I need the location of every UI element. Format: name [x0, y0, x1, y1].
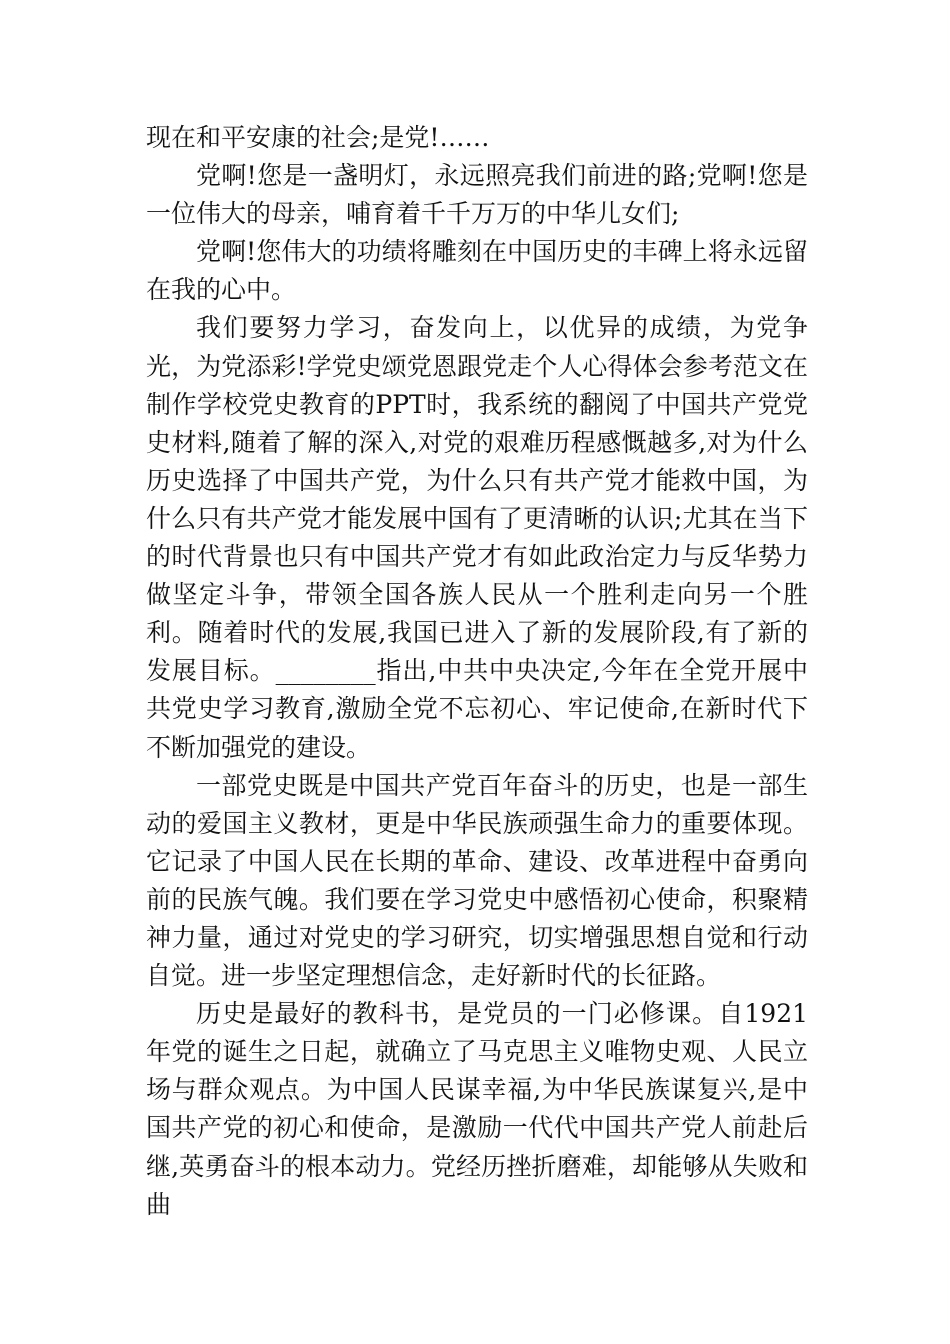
- paragraph-4: 我们要努力学习，奋发向上，以优异的成绩，为党争光，为党添彩!学党史颂党恩跟党走个人心得体会参考范文在制作学校党史教育的PPT时，我系统的翻阅了中国共产党党史材料,随着了解的深入,对党的艰难历程感慨越多,对为什么历史选择了中国共产党，为什么只有共产党才能救中国，为什么只有共产党才能发展中国有了更清晰的认识;尤其在当下的时代背景也只有中国共产党才有如此政治定力与反华势力做坚定斗争，带领全国各族人民从一个胜利走向另一个胜利。随着时代的发展,我国已进入了新的发展阶段,有了新的发展目标。________指出,中共中央决定,今年在全党开展中共党史学习教育,激励全党不忘初心、牢记使命,在新时代下不断加强党的建设。: [146, 313, 808, 762]
- document-body: [146, 119, 808, 1224]
- paragraph-3: 党啊!您伟大的功绩将雕刻在中国历史的丰碑上将永远留在我的心中。: [146, 237, 808, 305]
- paragraph-5: 一部党史既是中国共产党百年奋斗的历史，也是一部生动的爱国主义教材，更是中华民族顽强生命力的重要体现。它记录了中国人民在长期的革命、建设、改革进程中奋勇向前的民族气魄。我们要在学习党史中感悟初心使命，积聚精神力量，通过对党史的学习研究，切实增强思想自觉和行动自觉。进一步坚定理想信念，走好新时代的长征路。: [146, 770, 808, 991]
- paragraph-1: 现在和平安康的社会;是党!……: [146, 123, 490, 152]
- paragraph-6: 历史是最好的教科书，是党员的一门必修课。自1921年党的诞生之日起，就确立了马克思主义唯物史观、人民立场与群众观点。为中国人民谋幸福,为中华民族谋复兴,是中国共产党的初心和使命，是激励一代代中国共产党人前赴后继,英勇奋斗的根本动力。党经历挫折磨难，却能够从失败和曲: [146, 999, 808, 1219]
- paragraph-2: 党啊!您是一盏明灯，永远照亮我们前进的路;党啊!您是一位伟大的母亲，哺育着千千万万的中华儿女们;: [146, 161, 808, 229]
